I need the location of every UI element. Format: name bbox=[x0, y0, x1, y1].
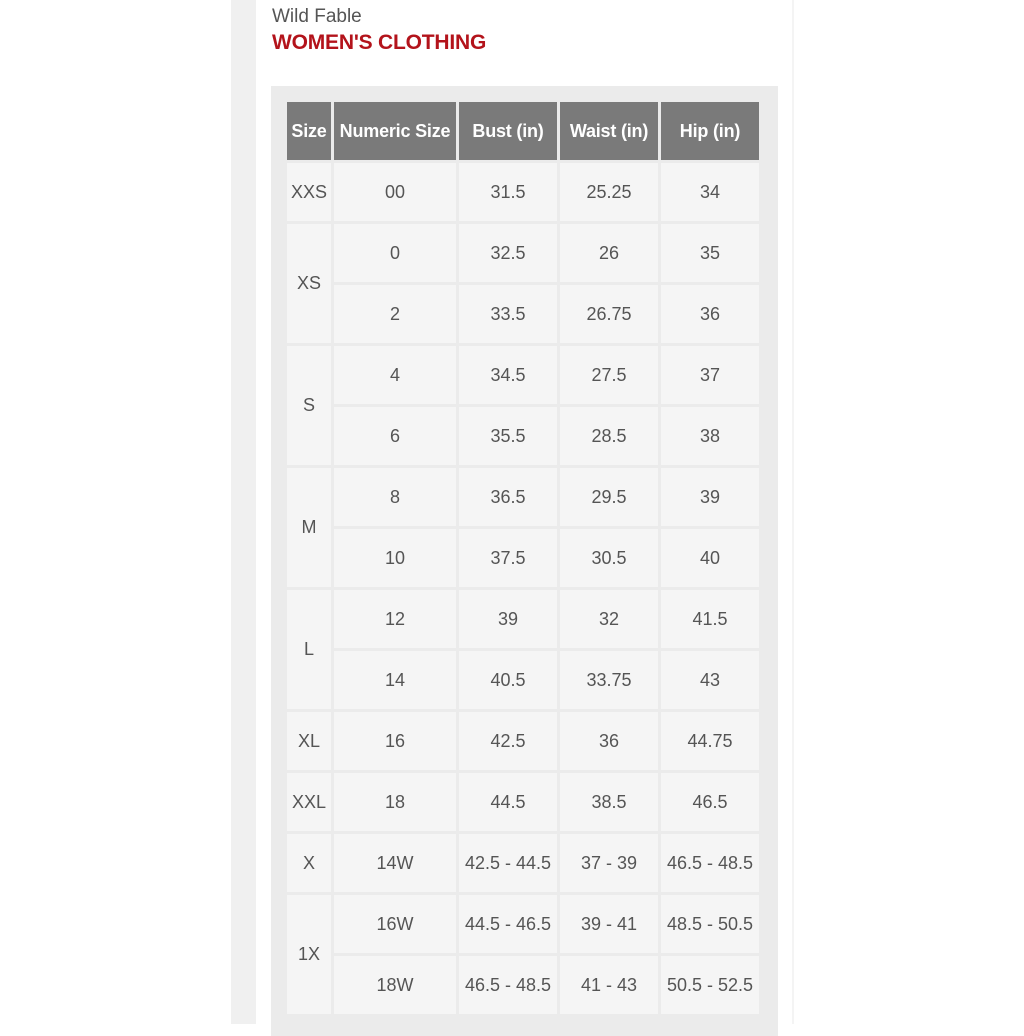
size-label-cell: 1X bbox=[287, 895, 331, 1014]
hip-cell: 46.5 bbox=[661, 773, 759, 831]
size-chart-table bbox=[284, 99, 762, 1017]
waist-cell: 41 - 43 bbox=[560, 956, 658, 1014]
table-row bbox=[287, 224, 759, 282]
hip-cell: 41.5 bbox=[661, 590, 759, 648]
column-header-bust: Bust (in) bbox=[459, 102, 557, 160]
bust-cell: 36.5 bbox=[459, 468, 557, 526]
waist-cell: 39 - 41 bbox=[560, 895, 658, 953]
table-row bbox=[287, 834, 759, 892]
bust-cell: 46.5 - 48.5 bbox=[459, 956, 557, 1014]
table-row bbox=[287, 590, 759, 648]
table-row bbox=[287, 529, 759, 587]
numeric-size-cell: 14W bbox=[334, 834, 456, 892]
numeric-size-cell: 12 bbox=[334, 590, 456, 648]
bust-cell: 31.5 bbox=[459, 163, 557, 221]
hip-cell: 38 bbox=[661, 407, 759, 465]
size-label-cell: XL bbox=[287, 712, 331, 770]
hip-cell: 48.5 - 50.5 bbox=[661, 895, 759, 953]
page-header bbox=[272, 5, 486, 57]
table-row bbox=[287, 346, 759, 404]
waist-cell: 36 bbox=[560, 712, 658, 770]
size-label-cell: S bbox=[287, 346, 331, 465]
waist-cell: 27.5 bbox=[560, 346, 658, 404]
numeric-size-cell: 2 bbox=[334, 285, 456, 343]
numeric-size-cell: 14 bbox=[334, 651, 456, 709]
hip-cell: 50.5 - 52.5 bbox=[661, 956, 759, 1014]
hip-cell: 40 bbox=[661, 529, 759, 587]
bust-cell: 44.5 bbox=[459, 773, 557, 831]
table-row bbox=[287, 712, 759, 770]
hip-cell: 37 bbox=[661, 346, 759, 404]
category-title: WOMEN'S CLOTHING bbox=[272, 31, 487, 54]
size-label-cell: XS bbox=[287, 224, 331, 343]
waist-cell: 26 bbox=[560, 224, 658, 282]
table-row bbox=[287, 651, 759, 709]
numeric-size-cell: 10 bbox=[334, 529, 456, 587]
hip-cell: 44.75 bbox=[661, 712, 759, 770]
waist-cell: 26.75 bbox=[560, 285, 658, 343]
bust-cell: 34.5 bbox=[459, 346, 557, 404]
bust-cell: 40.5 bbox=[459, 651, 557, 709]
size-label-cell: M bbox=[287, 468, 331, 587]
numeric-size-cell: 0 bbox=[334, 224, 456, 282]
hip-cell: 36 bbox=[661, 285, 759, 343]
waist-cell: 30.5 bbox=[560, 529, 658, 587]
waist-cell: 28.5 bbox=[560, 407, 658, 465]
left-gutter bbox=[231, 0, 256, 1024]
table-row bbox=[287, 895, 759, 953]
panel-edge bbox=[792, 0, 794, 1024]
column-header-waist: Waist (in) bbox=[560, 102, 658, 160]
bust-cell: 44.5 - 46.5 bbox=[459, 895, 557, 953]
size-label-cell: XXL bbox=[287, 773, 331, 831]
bust-cell: 39 bbox=[459, 590, 557, 648]
bust-cell: 42.5 bbox=[459, 712, 557, 770]
size-label-cell: X bbox=[287, 834, 331, 892]
hip-cell: 39 bbox=[661, 468, 759, 526]
bust-cell: 37.5 bbox=[459, 529, 557, 587]
numeric-size-cell: 16W bbox=[334, 895, 456, 953]
table-row bbox=[287, 468, 759, 526]
size-label-cell: L bbox=[287, 590, 331, 709]
waist-cell: 32 bbox=[560, 590, 658, 648]
waist-cell: 33.75 bbox=[560, 651, 658, 709]
numeric-size-cell: 00 bbox=[334, 163, 456, 221]
waist-cell: 37 - 39 bbox=[560, 834, 658, 892]
hip-cell: 35 bbox=[661, 224, 759, 282]
table-body bbox=[287, 163, 759, 1014]
numeric-size-cell: 16 bbox=[334, 712, 456, 770]
table-row bbox=[287, 163, 759, 221]
table-row bbox=[287, 285, 759, 343]
waist-cell: 38.5 bbox=[560, 773, 658, 831]
numeric-size-cell: 18W bbox=[334, 956, 456, 1014]
waist-cell: 25.25 bbox=[560, 163, 658, 221]
waist-cell: 29.5 bbox=[560, 468, 658, 526]
table-header-row bbox=[287, 102, 759, 160]
table-row bbox=[287, 956, 759, 1014]
bust-cell: 35.5 bbox=[459, 407, 557, 465]
hip-cell: 46.5 - 48.5 bbox=[661, 834, 759, 892]
column-header-size: Size bbox=[287, 102, 331, 160]
numeric-size-cell: 4 bbox=[334, 346, 456, 404]
bust-cell: 42.5 - 44.5 bbox=[459, 834, 557, 892]
table-row bbox=[287, 773, 759, 831]
numeric-size-cell: 18 bbox=[334, 773, 456, 831]
bust-cell: 33.5 bbox=[459, 285, 557, 343]
numeric-size-cell: 6 bbox=[334, 407, 456, 465]
table-row bbox=[287, 407, 759, 465]
size-label-cell: XXS bbox=[287, 163, 331, 221]
bust-cell: 32.5 bbox=[459, 224, 557, 282]
numeric-size-cell: 8 bbox=[334, 468, 456, 526]
hip-cell: 34 bbox=[661, 163, 759, 221]
column-header-hip: Hip (in) bbox=[661, 102, 759, 160]
hip-cell: 43 bbox=[661, 651, 759, 709]
column-header-numeric-size: Numeric Size bbox=[334, 102, 456, 160]
brand-name: Wild Fable bbox=[272, 6, 362, 27]
